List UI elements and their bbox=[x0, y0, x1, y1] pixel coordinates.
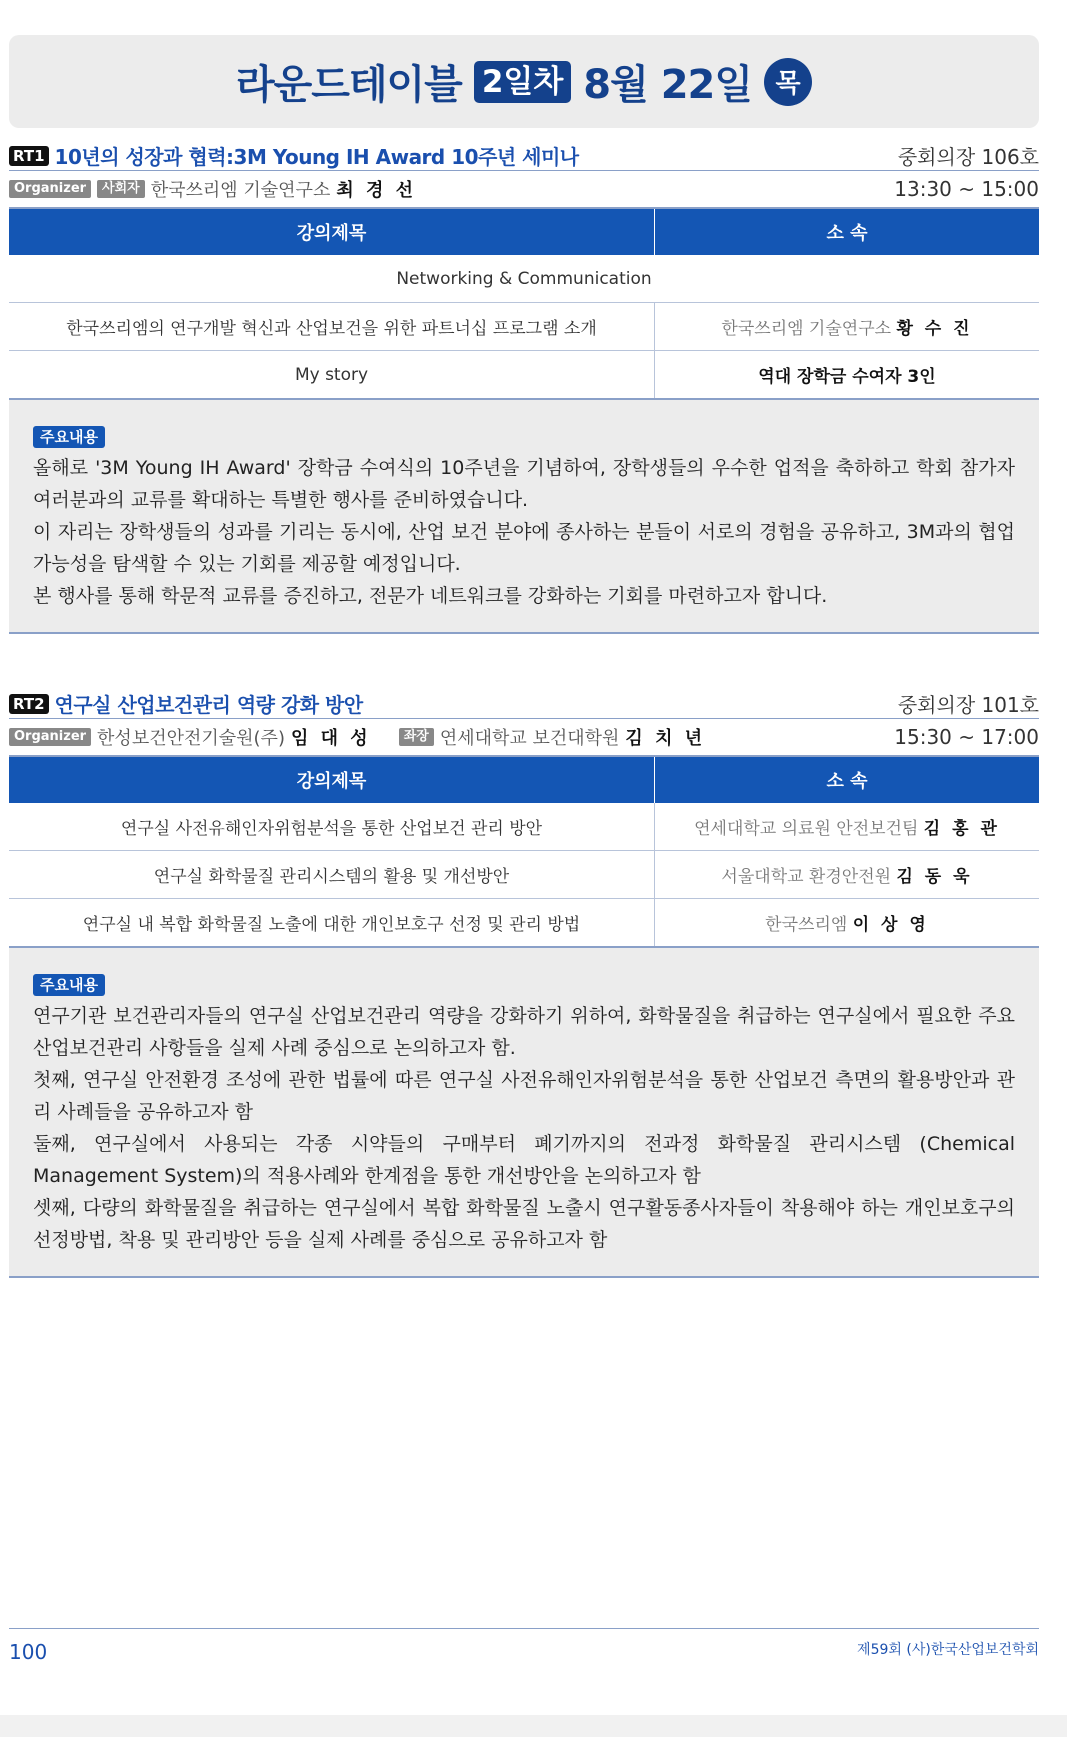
lecture-speaker bbox=[655, 851, 1040, 899]
summary-paragraph: 올해로 '3M Young IH Award' 장학금 수여식의 10주년을 기념하여, 장학생들의 우수한 업적을 축하하고 학회 참가자 여러분과의 교류를 확대하는 특별한 행사를 준비하였습니다. bbox=[33, 457, 1015, 511]
header-lecture-title: 강의제목 bbox=[9, 209, 655, 255]
table-row bbox=[9, 803, 1039, 851]
summary-paragraph: 이 자리는 장학생들의 성과를 기리는 동시에, 산업 보건 분야에 종사하는 분들이 서로의 경험을 공유하고, 3M과의 협업 가능성을 탐색할 수 있는 기회를 제공할 예정입니다. bbox=[33, 521, 1015, 575]
table-row bbox=[9, 351, 1039, 400]
day-badge: 2일차 bbox=[474, 61, 571, 103]
summary-paragraph: 셋째, 다량의 화학물질을 취급하는 연구실에서 복합 화학물질 노출시 연구활동종사자들이 착용해야 하는 개인보호구의 선정방법, 착용 및 관리방안 등을 실제 사례를 중심으로 공유하고자 함 bbox=[33, 1197, 1015, 1251]
table-row bbox=[9, 303, 1039, 351]
lecture-title: 한국쓰리엠의 연구개발 혁신과 산업보건을 위한 파트너십 프로그램 소개 bbox=[9, 303, 655, 351]
moderator-affiliation: 한국쓰리엠 기술연구소 bbox=[150, 180, 331, 201]
lecture-title: 연구실 사전유해인자위험분석을 통한 산업보건 관리 방안 bbox=[9, 803, 655, 851]
session-time: 13:30 ~ 15:00 bbox=[894, 177, 1039, 201]
lecture-speaker bbox=[655, 303, 1040, 351]
speaker-affiliation: 연세대학교 의료원 안전보건팀 bbox=[694, 819, 919, 839]
summary-box bbox=[9, 400, 1039, 634]
lecture-title: Networking & Communication bbox=[9, 255, 1039, 303]
session-rt1 bbox=[9, 138, 1039, 634]
table-row bbox=[9, 899, 1039, 948]
session-room: 중회의장 101호 bbox=[897, 693, 1039, 717]
summary-paragraph: 연구기관 보건관리자들의 연구실 산업보건관리 역량을 강화하기 위하여, 화학물질을 취급하는 연구실에서 필요한 주요 산업보건관리 사항들을 실제 사례 중심으로 논의하고자 함. bbox=[33, 1005, 1015, 1059]
page-number: 100 bbox=[9, 1640, 48, 1664]
session-code-badge: RT2 bbox=[9, 694, 49, 714]
session-title: 10년의 성장과 협력:3M Young IH Award 10주년 세미나 bbox=[54, 145, 579, 169]
session-code-badge: RT1 bbox=[9, 146, 49, 166]
speaker-name: 이 상 영 bbox=[852, 915, 929, 935]
session-time: 15:30 ~ 17:00 bbox=[894, 725, 1039, 749]
lecture-speaker bbox=[655, 803, 1040, 851]
speaker-name: 김 홍 관 bbox=[923, 819, 1000, 839]
session-room: 중회의장 106호 bbox=[897, 145, 1039, 169]
summary-paragraph: 둘째, 연구실에서 사용되는 각종 시약들의 구매부터 폐기까지의 전과정 화학물질 관리시스템 (Chemical Management System)의 적용사례와 한계점을 통한 개선방안을 논의하고자 함 bbox=[33, 1133, 1015, 1187]
lecture-title: My story bbox=[9, 351, 655, 400]
bottom-strip bbox=[0, 1715, 1067, 1737]
lecture-speaker bbox=[655, 899, 1040, 948]
summary-paragraph: 첫째, 연구실 안전환경 조성에 관한 법률에 따른 연구실 사전유해인자위험분석을 통한 산업보건 측면의 활용방안과 관리 사례들을 공유하고자 함 bbox=[33, 1069, 1015, 1123]
session-title: 연구실 산업보건관리 역량 강화 방안 bbox=[54, 693, 363, 717]
speaker-affiliation: 서울대학교 환경안전원 bbox=[721, 867, 892, 887]
summary-box bbox=[9, 948, 1039, 1278]
speaker-affiliation: 한국쓰리엠 기술연구소 bbox=[721, 319, 892, 339]
header-affiliation: 소 속 bbox=[655, 757, 1040, 803]
session-meta bbox=[9, 171, 1039, 209]
organizer-name: 임 대 성 bbox=[290, 728, 371, 749]
chair-name: 김 치 년 bbox=[625, 728, 706, 749]
organizer-tag: Organizer bbox=[9, 180, 91, 198]
organizer-tag: Organizer bbox=[9, 728, 91, 746]
header-lecture-title: 강의제목 bbox=[9, 757, 655, 803]
session-rt2 bbox=[9, 686, 1039, 1278]
speaker-name: 황 수 진 bbox=[896, 319, 973, 339]
summary-badge: 주요내용 bbox=[33, 426, 105, 448]
table-row bbox=[9, 255, 1039, 303]
banner-title: 라운드테이블 bbox=[235, 62, 462, 108]
moderator-name: 최 경 선 bbox=[336, 180, 417, 201]
chair-tag: 좌장 bbox=[399, 728, 434, 746]
header-affiliation: 소 속 bbox=[655, 209, 1040, 255]
lecture-speaker bbox=[655, 351, 1040, 400]
weekday-badge: 목 bbox=[764, 58, 812, 106]
session-meta bbox=[9, 719, 1039, 757]
footer-divider bbox=[9, 1628, 1039, 1629]
session-header bbox=[9, 138, 1039, 171]
banner-date: 8월 22일 bbox=[583, 62, 752, 108]
publication-name: 제59회 (사)한국산업보건학회 bbox=[857, 1642, 1039, 1658]
page bbox=[9, 35, 1039, 1278]
speaker-affiliation: 한국쓰리엠 bbox=[765, 915, 848, 935]
moderator-tag: 사회자 bbox=[97, 180, 145, 198]
lecture-title: 연구실 내 복합 화학물질 노출에 대한 개인보호구 선정 및 관리 방법 bbox=[9, 899, 655, 948]
day-banner bbox=[9, 35, 1039, 128]
summary-badge: 주요내용 bbox=[33, 974, 105, 996]
session-header bbox=[9, 686, 1039, 719]
chair-affiliation: 연세대학교 보건대학원 bbox=[439, 728, 620, 749]
speaker-affiliation: 역대 장학금 수여자 3인 bbox=[758, 367, 936, 387]
lecture-table bbox=[9, 209, 1039, 400]
speaker-name: 김 동 욱 bbox=[896, 867, 973, 887]
lecture-table bbox=[9, 757, 1039, 948]
table-row bbox=[9, 851, 1039, 899]
summary-paragraph: 본 행사를 통해 학문적 교류를 증진하고, 전문가 네트워크를 강화하는 기회를 마련하고자 합니다. bbox=[33, 585, 828, 607]
lecture-title: 연구실 화학물질 관리시스템의 활용 및 개선방안 bbox=[9, 851, 655, 899]
organizer-affiliation: 한성보건안전기술원(주) bbox=[97, 728, 285, 749]
